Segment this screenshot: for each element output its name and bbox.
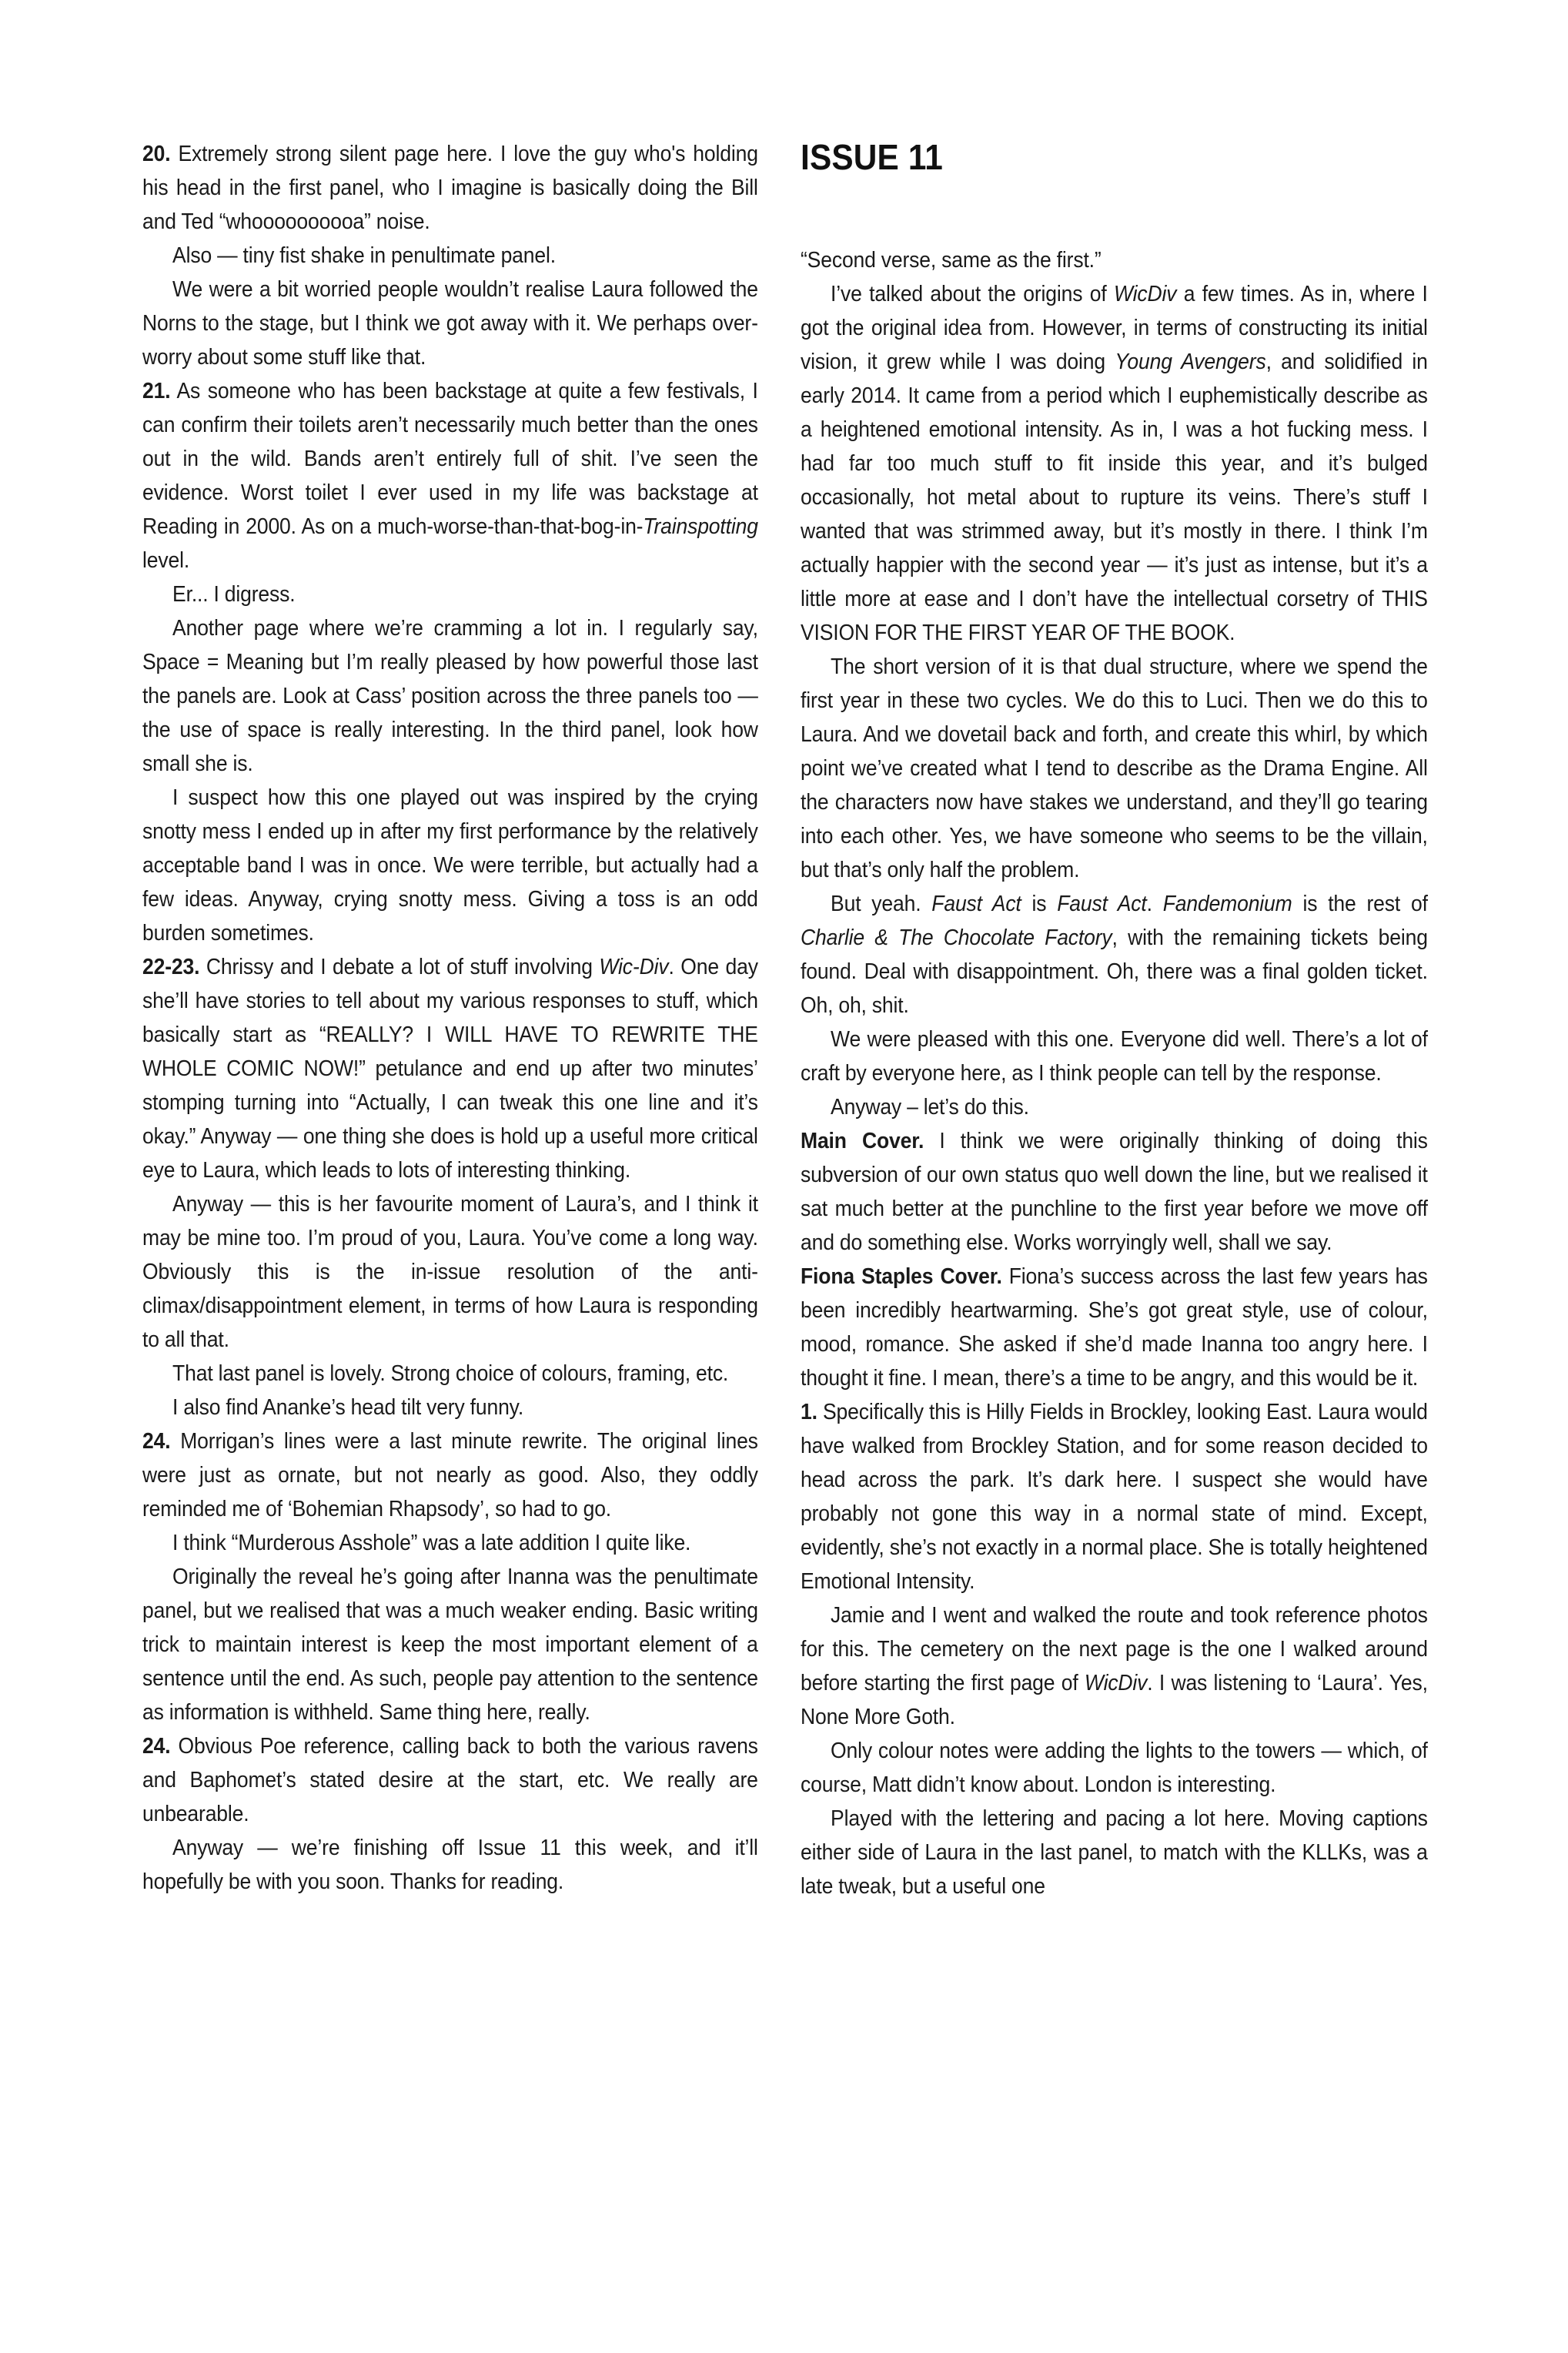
- italic-title-faust-act: Faust Act: [1057, 892, 1147, 916]
- paragraph-text: Anyway — we’re finishing off Issue 11 this week, and it’ll hopefully be with you soon. Thanks for reading.: [142, 1836, 758, 1894]
- italic-title-faust-act: Faust Act: [931, 892, 1021, 916]
- paragraph-text: Extremely strong silent page here. I love the guy who's holding his head in the first panel, who I imagine is basically doing the Bill and Ted “whoooooooooa” noise.: [142, 142, 758, 234]
- italic-title-charlie-chocolate-factory: Charlie & The Chocolate Factory: [801, 925, 1112, 950]
- italic-title-wicdiv: WicDiv: [1084, 1671, 1148, 1695]
- paragraph-text: I think “Murderous Asshole” was a late addition I quite like.: [172, 1531, 691, 1555]
- annotation-paragraph: [142, 1526, 758, 1560]
- paragraph-text: “Second verse, same as the first.”: [801, 248, 1102, 273]
- annotation-paragraph: [801, 1395, 1428, 1598]
- annotation-paragraph: [142, 1391, 758, 1424]
- annotation-paragraph: [801, 1023, 1428, 1090]
- entry-number-22-23: 22-23.: [142, 955, 200, 979]
- annotation-paragraph: [142, 781, 758, 950]
- paragraph-text: That last panel is lovely. Strong choice of colours, framing, etc.: [172, 1361, 729, 1386]
- annotation-paragraph: I’ve talked about the origins of WicDiv a few times. As in, where I got the original idea from. However, in terms of constructing its initial vision, it grew while I was doing Young Avengers, and solidified in early 2014. It came from a period which I euphemistically describe as a heightened emotional intensity. As in, I was a hot fucking mess. I had far too much stuff to fit inside this year, and it’s bulged occasionally, hot metal about to rupture its veins. There’s stuff I wanted that was strimmed away, but it’s mostly in there. I think I’m actually happier with the second year — it’s just as intense, but it’s a little more at ease and I don’t have the intellectual corsetry of THIS VISION FOR THE FIRST YEAR OF THE BOOK.: [801, 282, 1428, 645]
- issue-heading: ISSUE 11: [801, 137, 943, 177]
- entry-number-1: 1.: [801, 1400, 817, 1424]
- paragraph-text: Obvious Poe reference, calling back to both the various ravens and Baphomet’s stated desire at the start, etc. We really are unbearable.: [142, 1734, 758, 1826]
- italic-title-young-avengers: Young Avengers: [1115, 350, 1266, 374]
- entry-number-24-a: 24.: [142, 1429, 171, 1454]
- annotation-paragraph: [142, 239, 758, 273]
- annotation-paragraph: 22-23. Chrissy and I debate a lot of stuff involving Wic-Div. One day she’ll have stories to tell about my various responses to stuff, which basically start as “REALLY? I WILL HAVE TO REWRITE THE WHOLE COMIC NOW!” petulance and end up after two minutes’ stomping turning into “Actually, I can tweak this one line and it’s okay.” Anyway — one thing she does is hold up a useful more critical eye to Laura, which leads to lots of interesting thinking.: [142, 955, 758, 1183]
- paragraph-text: Only colour notes were adding the lights to the towers — which, of course, Matt didn’t know about. London is interesting.: [801, 1739, 1428, 1797]
- annotation-paragraph: [801, 1090, 1428, 1124]
- italic-title-wicdiv: Wic-Div: [599, 955, 669, 979]
- left-column: [142, 137, 758, 2293]
- paragraph-text: Another page where we’re cramming a lot in. I regularly say, Space = Meaning but I’m really pleased by how powerful those last the panels are. Look at Cass’ position across the three panels too — the use of space is really interesting. In the third panel, look how small she is.: [142, 616, 758, 776]
- entry-label-fiona-staples-cover: Fiona Staples Cover.: [801, 1264, 1002, 1289]
- paragraph-text: Also — tiny fist shake in penultimate panel.: [172, 243, 556, 268]
- paragraph-text: Er... I digress.: [172, 582, 296, 607]
- annotation-paragraph: [801, 1802, 1428, 1903]
- annotation-paragraph: [142, 577, 758, 611]
- italic-title-trainspotting: Trainspotting: [643, 514, 758, 539]
- annotation-paragraph: [142, 1560, 758, 1729]
- two-column-text-body: [142, 137, 1428, 2293]
- annotation-paragraph: [142, 1424, 758, 1526]
- entry-number-21: 21.: [142, 379, 171, 403]
- paragraph-text: I think we were originally thinking of doing this subversion of our own status quo well down the line, but we realised it sat much better at the punchline to the first year before we move off and do something else. Works worryingly well, shall we say.: [801, 1129, 1428, 1255]
- annotation-paragraph: [801, 650, 1428, 887]
- paragraph-text: Morrigan’s lines were a last minute rewrite. The original lines were just as ornate, but not nearly as good. Also, they oddly reminded me of ‘Bohemian Rhapsody’, so had to go.: [142, 1429, 758, 1521]
- paragraph-text: Anyway — this is her favourite moment of Laura’s, and I think it may be mine too. I’m proud of you, Laura. You’ve come a long way. Obviously this is the in-issue resolution of the anti-climax/disappointment element, in terms of how Laura is responding to all that.: [142, 1192, 758, 1352]
- annotation-paragraph: 21. As someone who has been backstage at quite a few festivals, I can confirm their toilets aren’t necessarily much better than the ones out in the wild. Bands aren’t entirely full of shit. I’ve seen the evidence. Worst toilet I ever used in my life was backstage at Reading in 2000. As on a much-worse-than-that-bog-in-Trainspotting level.: [142, 379, 758, 573]
- annotation-paragraph: [142, 273, 758, 374]
- paragraph-text: Fiona’s success across the last few years has been incredibly heartwarming. She’s got great style, use of colour, mood, romance. She asked if she’d made Inanna too angry here. I thought it fine. I mean, there’s a time to be angry, and this would be it.: [801, 1264, 1428, 1391]
- paragraph-text: I also find Ananke’s head tilt very funny.: [172, 1395, 524, 1420]
- annotation-paragraph: [801, 1260, 1428, 1395]
- italic-title-wicdiv: WicDiv: [1113, 282, 1177, 306]
- annotation-paragraph: [801, 1734, 1428, 1802]
- entry-number-24-b: 24.: [142, 1734, 171, 1759]
- annotation-paragraph: [142, 611, 758, 781]
- right-column: [801, 137, 1428, 2293]
- annotation-paragraph: [142, 1831, 758, 1899]
- paragraph-text: I suspect how this one played out was inspired by the crying snotty mess I ended up in after my first performance by the relatively acceptable band I was in once. We were terrible, but actually had a few ideas. Anyway, crying snotty mess. Giving a toss is an odd burden sometimes.: [142, 785, 758, 946]
- paragraph-text: We were a bit worried people wouldn’t realise Laura followed the Norns to the stage, but I think we got away with it. We perhaps over-worry about some stuff like that.: [142, 277, 758, 370]
- annotation-paragraph: Jamie and I went and walked the route and took reference photos for this. The cemetery on the next page is the one I walked around before starting the first page of WicDiv. I was listening to ‘Laura’. Yes, None More Goth.: [801, 1603, 1428, 1729]
- annotation-paragraph: [142, 1729, 758, 1831]
- annotation-paragraph: But yeah. Faust Act is Faust Act. Fandemonium is the rest of Charlie & The Chocolate Factory, with the remaining tickets being found. Deal with disappointment. Oh, there was a final golden ticket. Oh, oh, shit.: [801, 892, 1428, 1018]
- annotation-paragraph: [801, 1124, 1428, 1260]
- paragraph-text: Played with the lettering and pacing a lot here. Moving captions either side of Laura in the last panel, to match with the KLLKs, was a late tweak, but a useful one: [801, 1806, 1428, 1899]
- paragraph-text: Specifically this is Hilly Fields in Brockley, looking East. Laura would have walked from Brockley Station, and for some reason decided to head across the park. It’s dark here. I suspect she would have probably not gone this way in a normal state of mind. Except, evidently, she’s not exactly in a normal place. She is totally heightened Emotional Intensity.: [801, 1400, 1428, 1594]
- heading-spacer: [801, 177, 1428, 243]
- entry-label-main-cover: Main Cover.: [801, 1129, 924, 1153]
- annotation-paragraph: [142, 137, 758, 239]
- annotation-paragraph: [142, 1357, 758, 1391]
- annotation-paragraph: [142, 1187, 758, 1357]
- italic-title-fandemonium: Fandemonium: [1162, 892, 1292, 916]
- paragraph-text: The short version of it is that dual structure, where we spend the first year in these two cycles. We do this to Luci. Then we do this to Laura. And we dovetail back and forth, and create this whirl, by which point we’ve created what I tend to describe as the Drama Engine. All the characters now have stakes we understand, and they’ll go tearing into each other. Yes, we have someone who seems to be the villain, but that’s only half the problem.: [801, 654, 1428, 882]
- paragraph-text: Anyway – let’s do this.: [831, 1095, 1029, 1120]
- paragraph-text: We were pleased with this one. Everyone did well. There’s a lot of craft by everyone here, as I think people can tell by the response.: [801, 1027, 1428, 1086]
- paragraph-text: Originally the reveal he’s going after Inanna was the penultimate panel, but we realised that was a much weaker ending. Basic writing trick to maintain interest is keep the most important element of a sentence until the end. As such, people pay attention to the sentence as information is withheld. Same thing here, really.: [142, 1565, 758, 1725]
- annotation-paragraph: [801, 243, 1428, 277]
- entry-number-20: 20.: [142, 142, 171, 166]
